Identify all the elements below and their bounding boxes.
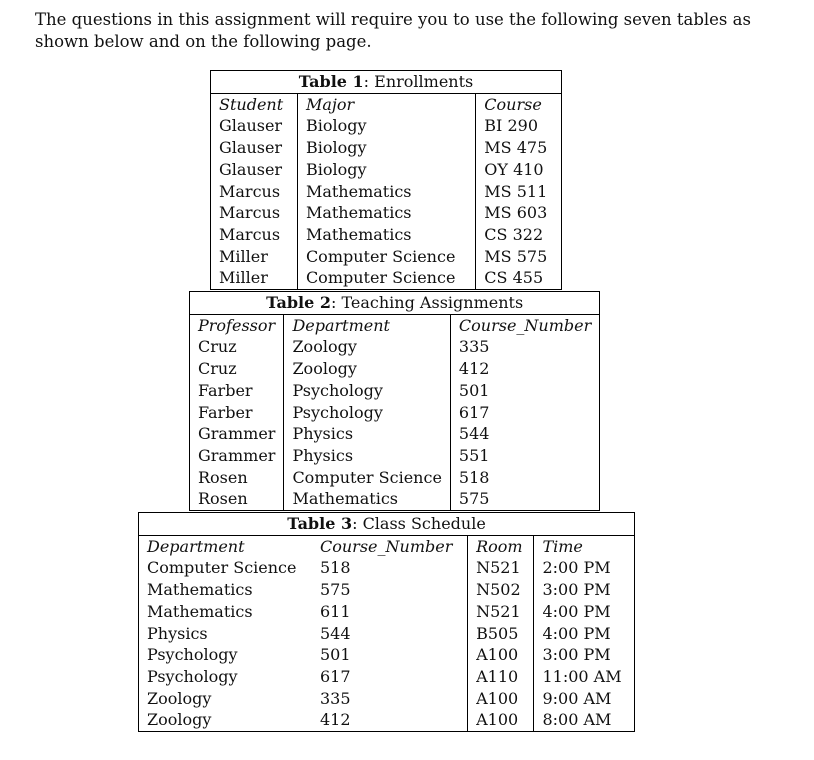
- table-cell: 4:00 PM: [534, 623, 635, 645]
- table-cell: Marcus: [219, 181, 281, 201]
- table-cell: 412: [450, 358, 599, 380]
- table-cell: 501: [450, 380, 599, 402]
- table-cell: Marcus: [219, 203, 281, 223]
- table-cell: 518: [450, 467, 599, 489]
- table-cell: 335: [450, 336, 599, 358]
- table-cell: MS 603: [476, 202, 562, 224]
- table-cell: 551: [450, 445, 599, 467]
- table-row: [211, 246, 562, 268]
- table-row: [211, 159, 562, 181]
- table-row: [190, 402, 600, 424]
- table-cell: Glauser: [219, 159, 283, 179]
- table-cell: Glauser: [219, 138, 283, 158]
- table-cell: Psychology: [147, 645, 238, 665]
- column-header: Department: [284, 314, 450, 336]
- table-title: Table 3: Class Schedule: [139, 513, 635, 536]
- table-cell: BI 290: [476, 115, 562, 137]
- table-cell: Mathematics: [297, 224, 475, 246]
- table-cell: 412: [320, 710, 351, 730]
- column-header: Department: [147, 536, 245, 556]
- column-header: Professor: [198, 315, 276, 335]
- table-cell: 335: [320, 688, 351, 708]
- table-cell: Grammer: [198, 424, 276, 444]
- column-header: Major: [297, 93, 475, 115]
- table-label: Table 1: [298, 72, 364, 91]
- table-cell: 501: [320, 645, 351, 665]
- table-cell: N521: [468, 601, 534, 623]
- column-header: Course: [476, 93, 562, 115]
- table-cell: Miller: [219, 246, 268, 266]
- table-cell: Zoology: [147, 688, 212, 708]
- table-row: [139, 709, 635, 731]
- column-header: Course_Number: [450, 314, 599, 336]
- table-row: [211, 224, 562, 246]
- teaching-assignments-table: [189, 291, 600, 511]
- table-row: [211, 267, 562, 289]
- table-cell: 544: [450, 423, 599, 445]
- table-cell: 4:00 PM: [534, 601, 635, 623]
- table-cell: 575: [320, 580, 351, 600]
- table-cell: Computer Science: [147, 558, 297, 578]
- table-row: [190, 380, 600, 402]
- table-cell: Grammer: [198, 445, 276, 465]
- table-row: [190, 445, 600, 467]
- table-cell: Rosen: [198, 489, 248, 509]
- column-header: Room: [468, 535, 534, 557]
- table-name: Teaching Assignments: [341, 293, 524, 312]
- table-row: [211, 202, 562, 224]
- table-cell: 611: [320, 601, 351, 621]
- table-cell: CS 322: [476, 224, 562, 246]
- table-cell: 575: [450, 488, 599, 510]
- table-cell: Biology: [297, 137, 475, 159]
- header-row: [211, 93, 562, 115]
- table-row: [211, 181, 562, 203]
- column-header: Time: [534, 535, 635, 557]
- table-cell: Computer Science: [297, 267, 475, 289]
- table-cell: MS 475: [476, 137, 562, 159]
- table-cell: 3:00 PM: [534, 644, 635, 666]
- table-cell: MS 511: [476, 181, 562, 203]
- table-row: [139, 579, 635, 601]
- table-cell: Zoology: [284, 358, 450, 380]
- table-cell: Zoology: [284, 336, 450, 358]
- table-cell: Miller: [219, 268, 268, 288]
- class-schedule-table: [138, 512, 635, 732]
- table-cell: 11:00 AM: [534, 666, 635, 688]
- table-row: [139, 688, 635, 710]
- table-row: [139, 666, 635, 688]
- header-row: [190, 314, 600, 336]
- table-cell: OY 410: [476, 159, 562, 181]
- table-cell: Farber: [198, 402, 253, 422]
- intro-paragraph: The questions in this assignment will require you to use the following seven tables as shown below and on the following page.: [35, 10, 751, 51]
- header-row: [139, 535, 635, 557]
- table-cell: Biology: [297, 159, 475, 181]
- table-cell: Physics: [284, 445, 450, 467]
- column-header: Student: [219, 94, 284, 114]
- table-cell: 2:00 PM: [534, 557, 635, 579]
- table-cell: Mathematics: [284, 488, 450, 510]
- table-row: [190, 488, 600, 510]
- table-label: Table 3: [287, 514, 353, 533]
- table-cell: A110: [468, 666, 534, 688]
- table-row: [139, 644, 635, 666]
- table-title: Table 1: Enrollments: [211, 71, 562, 94]
- table-row: [190, 358, 600, 380]
- table-cell: Cruz: [198, 337, 237, 357]
- table-cell: Computer Science: [284, 467, 450, 489]
- table-cell: A100: [468, 688, 534, 710]
- table-cell: MS 575: [476, 246, 562, 268]
- table-cell: 617: [450, 402, 599, 424]
- table-cell: 9:00 AM: [534, 688, 635, 710]
- table-row: [139, 601, 635, 623]
- table-cell: Mathematics: [297, 181, 475, 203]
- table-cell: Cruz: [198, 359, 237, 379]
- table-row: [139, 557, 635, 579]
- table-name: Enrollments: [374, 72, 474, 91]
- table-cell: N502: [468, 579, 534, 601]
- table-cell: Rosen: [198, 467, 248, 487]
- table-cell: Mathematics: [147, 601, 253, 621]
- table-cell: CS 455: [476, 267, 562, 289]
- table-cell: B505: [468, 623, 534, 645]
- table-name: Class Schedule: [362, 514, 486, 533]
- table-cell: 518: [320, 558, 351, 578]
- table-cell: Psychology: [284, 380, 450, 402]
- table-cell: Mathematics: [147, 580, 253, 600]
- table-cell: Farber: [198, 380, 253, 400]
- table-cell: Zoology: [147, 710, 212, 730]
- table-row: [190, 336, 600, 358]
- table-cell: 3:00 PM: [534, 579, 635, 601]
- table-cell: A100: [468, 644, 534, 666]
- table-cell: Computer Science: [297, 246, 475, 268]
- table-cell: Physics: [284, 423, 450, 445]
- table-row: [139, 623, 635, 645]
- table-cell: Physics: [147, 623, 208, 643]
- table-cell: 544: [320, 623, 351, 643]
- table-cell: Biology: [297, 115, 475, 137]
- enrollments-table: [210, 70, 562, 290]
- table-row: [211, 115, 562, 137]
- column-header: Course_Number: [320, 536, 453, 556]
- table-cell: Psychology: [284, 402, 450, 424]
- table-cell: A100: [468, 709, 534, 731]
- table-cell: Marcus: [219, 224, 281, 244]
- table-cell: Mathematics: [297, 202, 475, 224]
- table-label: Table 2: [266, 293, 331, 312]
- table-cell: N521: [468, 557, 534, 579]
- table-row: [211, 137, 562, 159]
- table-cell: 617: [320, 666, 351, 686]
- table-cell: 8:00 AM: [534, 709, 635, 731]
- table-row: [190, 423, 600, 445]
- table-cell: Psychology: [147, 666, 238, 686]
- table-row: [190, 467, 600, 489]
- table-cell: Glauser: [219, 116, 283, 136]
- table-title: Table 2: Teaching Assignments: [190, 292, 600, 315]
